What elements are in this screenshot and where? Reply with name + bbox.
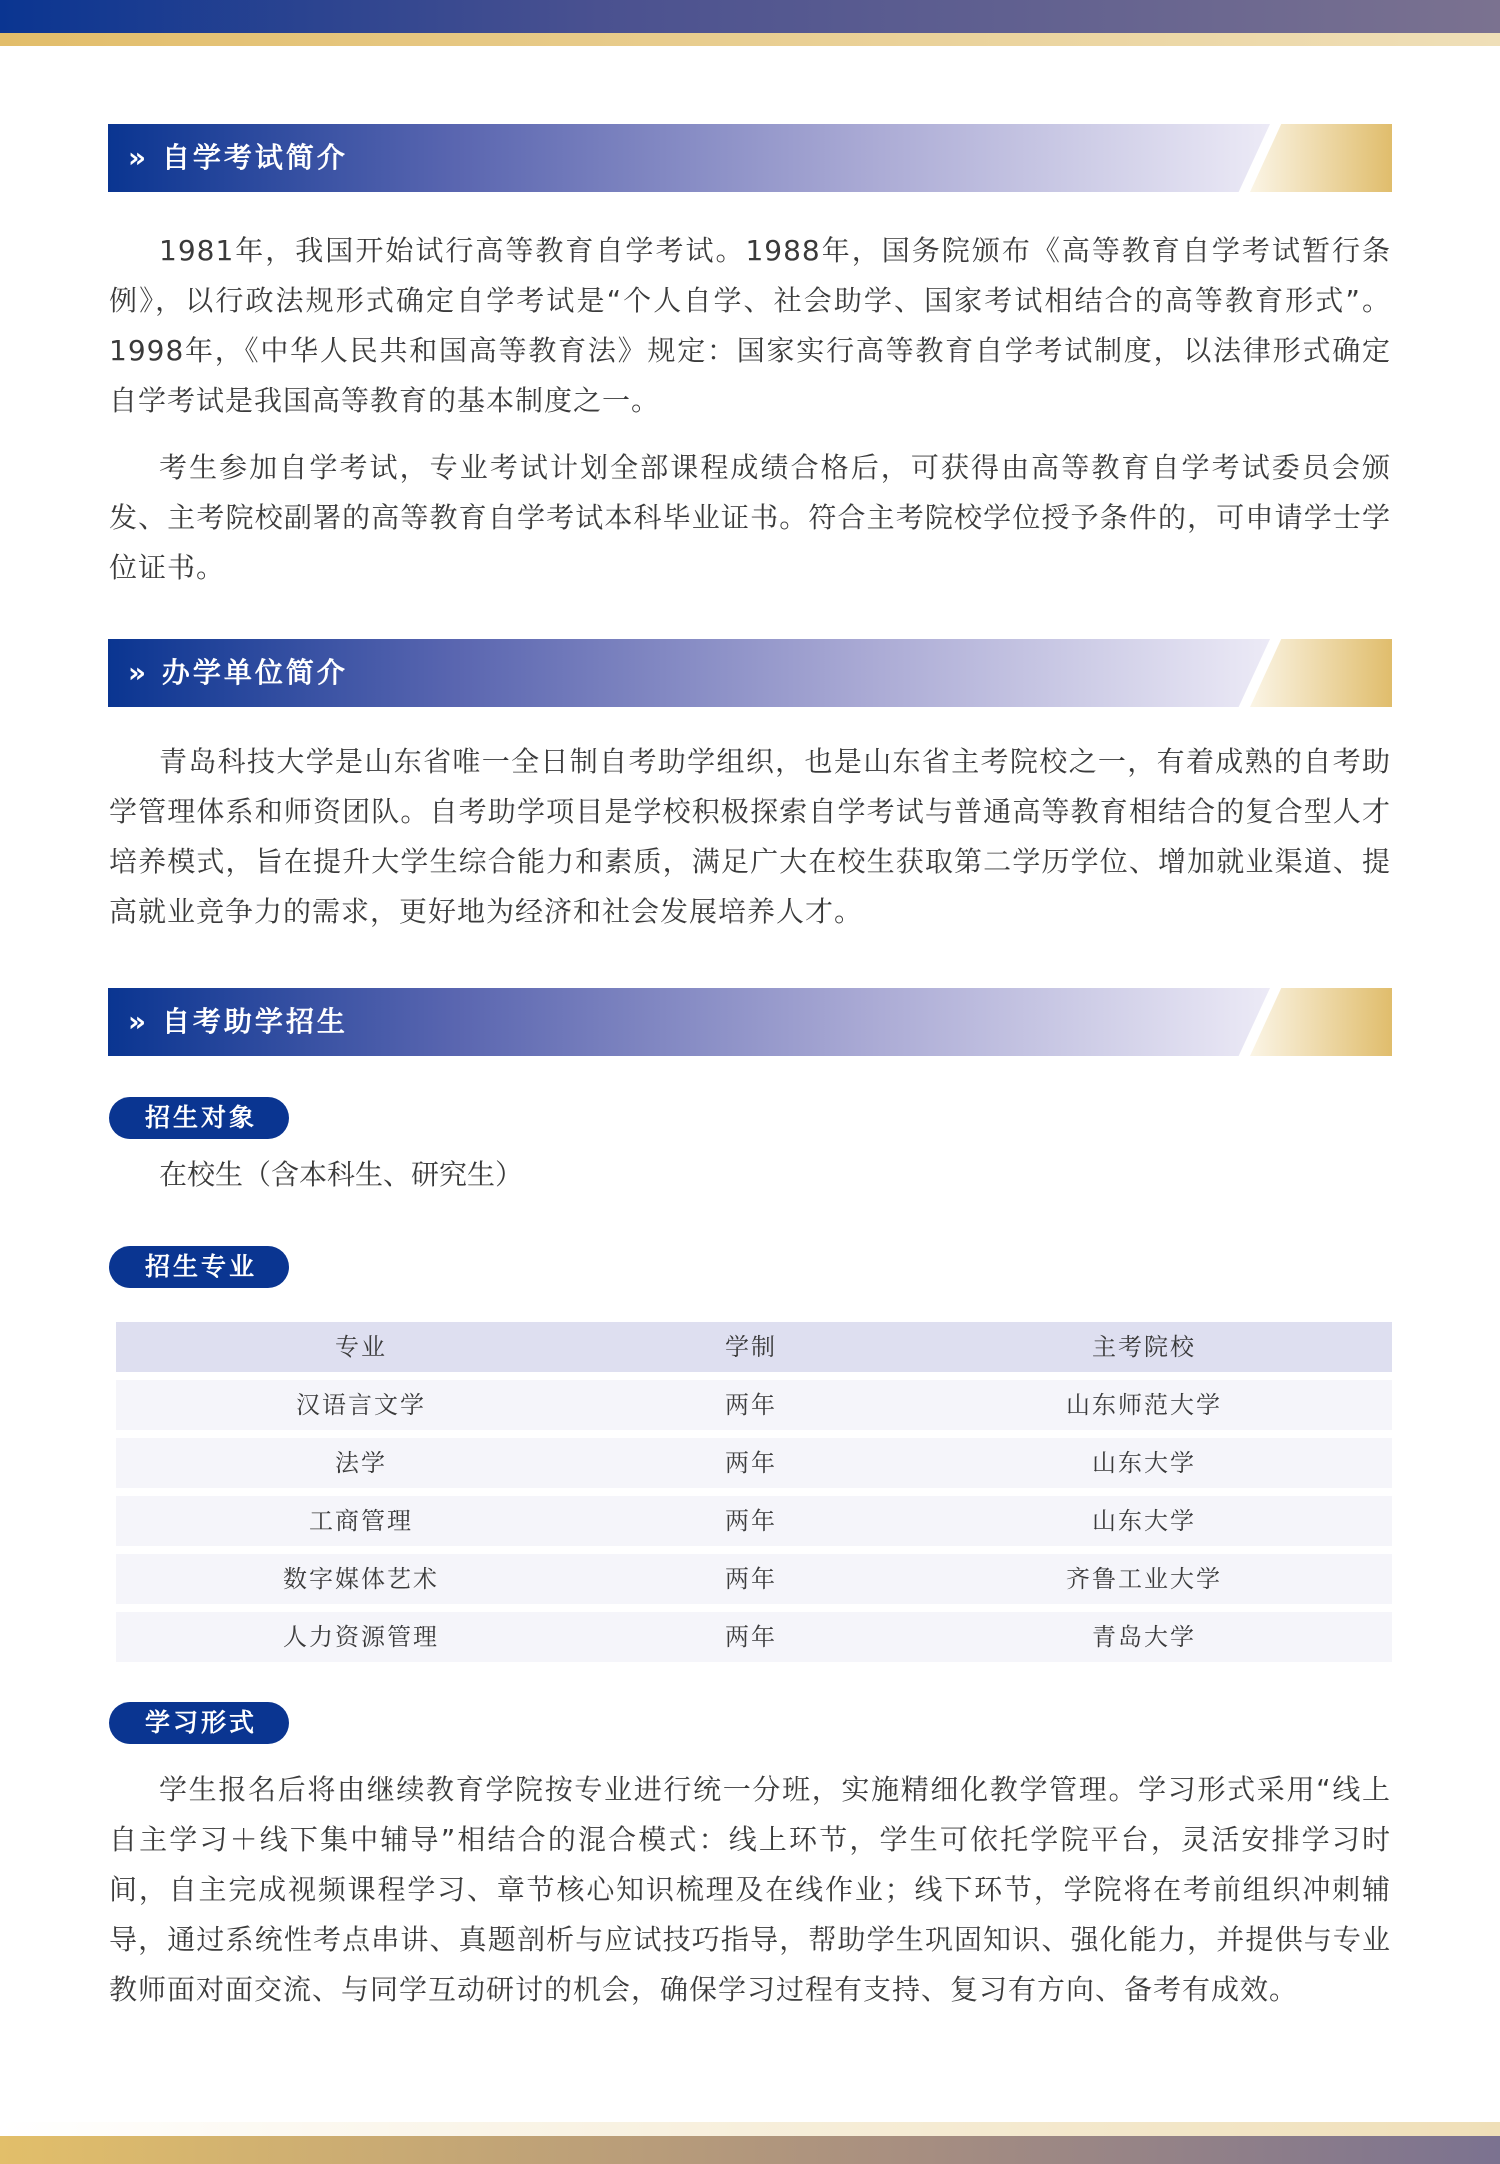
text-line: 自主学习＋线下集中辅导”相结合的混合模式：线上环节，学生可依托学院平台，灵活安排学习时	[109, 1823, 1391, 1856]
cell-university: 山东大学	[1092, 1449, 1196, 1477]
table-header-row	[116, 1322, 1392, 1372]
section-title: » 自学考试简介	[128, 141, 348, 174]
header-gold-band	[1250, 124, 1392, 192]
cell-major: 法学	[335, 1449, 387, 1477]
cell-university: 齐鲁工业大学	[1066, 1565, 1222, 1593]
text-line: 1981年，我国开始试行高等教育自学考试。1988年，国务院颁布《高等教育自学考试暂行条	[159, 234, 1391, 267]
section-header-school-intro	[108, 639, 1392, 707]
school-paragraph	[109, 737, 1391, 937]
cell-major: 人力资源管理	[283, 1623, 439, 1651]
column-header-major: 专业	[335, 1333, 387, 1361]
text-line: 学生报名后将由继续教育学院按专业进行统一分班，实施精细化教学管理。学习形式采用“线上	[159, 1773, 1391, 1806]
header-gold-band	[1250, 639, 1392, 707]
text-line: 高就业竞争力的需求，更好地为经济和社会发展培养人才。	[109, 895, 864, 928]
text-line: 学管理体系和师资团队。自考助学项目是学校积极探索自学考试与普通高等教育相结合的复合型人才	[109, 795, 1391, 828]
cell-university: 青岛大学	[1092, 1623, 1196, 1651]
cell-university: 山东大学	[1092, 1507, 1196, 1535]
column-header-duration: 学制	[725, 1333, 777, 1361]
cell-major: 工商管理	[309, 1507, 413, 1535]
study-format-paragraph	[109, 1765, 1391, 2015]
bottom-light-stripe	[0, 2122, 1500, 2136]
enroll-target-label: 招生对象	[109, 1097, 289, 1139]
cell-university: 山东师范大学	[1066, 1391, 1222, 1419]
header-gold-band	[1250, 988, 1392, 1056]
majors-table	[116, 1322, 1392, 1670]
section-title: » 办学单位简介	[128, 656, 348, 689]
enroll-target-text: 在校生（含本科生、研究生）	[159, 1158, 524, 1191]
text-line: 间，自主完成视频课程学习、章节核心知识梳理及在线作业；线下环节，学院将在考前组织冲刺辅	[109, 1873, 1391, 1906]
section-title: » 自考助学招生	[128, 1005, 348, 1038]
cell-duration: 两年	[725, 1565, 777, 1593]
study-format-label: 学习形式	[109, 1702, 289, 1744]
text-line: 1998年，《中华人民共和国高等教育法》规定：国家实行高等教育自学考试制度，以法律形式确定	[109, 334, 1391, 367]
text-line: 教师面对面交流、与同学互动研讨的机会，确保学习过程有支持、复习有方向、备考有成效。	[109, 1973, 1299, 2006]
cell-duration: 两年	[725, 1623, 777, 1651]
cell-duration: 两年	[725, 1449, 777, 1477]
text-line: 导，通过系统性考点串讲、真题剖析与应试技巧指导，帮助学生巩固知识、强化能力，并提供与专业	[109, 1923, 1391, 1956]
text-line: 考生参加自学考试，专业考试计划全部课程成绩合格后，可获得由高等教育自学考试委员会颁	[159, 451, 1391, 484]
table-row	[116, 1438, 1392, 1488]
text-line: 青岛科技大学是山东省唯一全日制自考助学组织，也是山东省主考院校之一，有着成熟的自考助	[159, 745, 1391, 778]
table-row	[116, 1380, 1392, 1430]
text-line: 自学考试是我国高等教育的基本制度之一。	[109, 384, 661, 417]
intro-paragraph-1	[109, 226, 1391, 426]
cell-duration: 两年	[725, 1507, 777, 1535]
table-row	[116, 1612, 1392, 1662]
intro-paragraph-2	[109, 443, 1391, 593]
text-line: 例》，以行政法规形式确定自学考试是“个人自学、社会助学、国家考试相结合的高等教育形式”。	[109, 284, 1391, 317]
enroll-majors-label: 招生专业	[109, 1246, 289, 1288]
table-row	[116, 1496, 1392, 1546]
cell-major: 汉语言文学	[296, 1391, 426, 1419]
text-line: 发、主考院校副署的高等教育自学考试本科毕业证书。符合主考院校学位授予条件的，可申请学士学	[109, 501, 1391, 534]
section-header-exam-intro	[108, 124, 1392, 192]
bottom-banner-bar	[0, 2136, 1500, 2164]
text-line: 培养模式，旨在提升大学生综合能力和素质，满足广大在校生获取第二学历学位、增加就业渠道、提	[109, 845, 1391, 878]
cell-major: 数字媒体艺术	[283, 1565, 439, 1593]
top-gold-stripe	[0, 33, 1500, 46]
section-header-enrollment	[108, 988, 1392, 1056]
top-banner-bar	[0, 0, 1500, 33]
cell-duration: 两年	[725, 1391, 777, 1419]
table-row	[116, 1554, 1392, 1604]
text-line: 位证书。	[109, 551, 226, 584]
column-header-university: 主考院校	[1092, 1333, 1196, 1361]
